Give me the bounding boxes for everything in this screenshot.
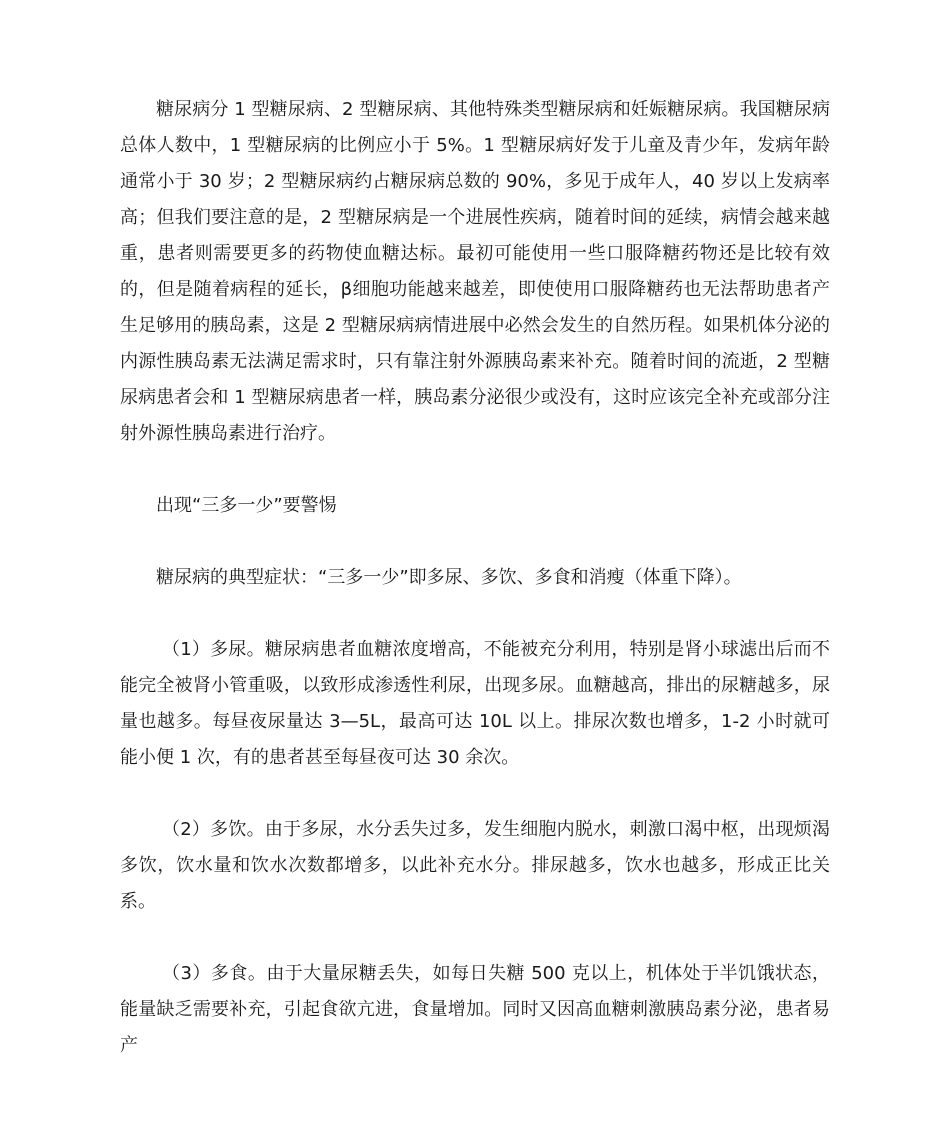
paragraph-polyuria: （1）多尿。糖尿病患者血糖浓度增高，不能被充分利用，特别是肾小球滤出后而不能完全被肾小管重吸，以致形成渗透性利尿，出现多尿。血糖越高，排出的尿糖越多，尿量也越多。每昼夜尿量达 3—5L，最高可达 10L 以上。排尿次数也增多，1-2 小时就可能小便 1 次，有的患者甚至每昼夜可达 30 余次。: [120, 639, 830, 768]
paragraph-spacer: [120, 452, 830, 488]
paragraph-spacer: [120, 596, 830, 632]
paragraph-spacer: [120, 920, 830, 956]
paragraph-spacer: [120, 524, 830, 560]
paragraph-typical-symptoms: 糖尿病的典型症状：“三多一少”即多尿、多饮、多食和消瘦（体重下降）。: [156, 567, 742, 588]
document-page: [120, 92, 830, 1064]
paragraph-diabetes-types: 糖尿病分 1 型糖尿病、2 型糖尿病、其他特殊类型糖尿病和妊娠糖尿病。我国糖尿病总体人数中，1 型糖尿病的比例应小于 5%。1 型糖尿病好发于儿童及青少年，发病年龄通常小于 30 岁；2 型糖尿病约占糖尿病总数的 90%，多见于成年人，40 岁以上发病率高；但我们要注意的是，2 型糖尿病是一个进展性疾病，随着时间的延续，病情会越来越重，患者则需要更多的药物使血糖达标。最初可能使用一些口服降糖药物还是比较有效的，但是随着病程的延长，β细胞功能越来越差，即使使用口服降糖药也无法帮助患者产生足够用的胰岛素，这是 2 型糖尿病病情进展中必然会发生的自然历程。如果机体分泌的内源性胰岛素无法满足需求时，只有靠注射外源胰岛素来补充。随着时间的流逝，2 型糖尿病患者会和 1 型糖尿病患者一样，胰岛素分泌很少或没有，这时应该完全补充或部分注射外源性胰岛素进行治疗。: [120, 99, 830, 444]
paragraph-polydipsia: （2）多饮。由于多尿，水分丢失过多，发生细胞内脱水，刺激口渴中枢，出现烦渴多饮，饮水量和饮水次数都增多，以此补充水分。排尿越多，饮水也越多，形成正比关系。: [120, 819, 830, 912]
paragraph-spacer: [120, 776, 830, 812]
paragraph-polyphagia: （3）多食。由于大量尿糖丢失，如每日失糖 500 克以上，机体处于半饥饿状态，能量缺乏需要补充，引起食欲亢进，食量增加。同时又因高血糖刺激胰岛素分泌，患者易产: [120, 963, 830, 1056]
section-heading: 出现“三多一少”要警惕: [156, 495, 337, 516]
